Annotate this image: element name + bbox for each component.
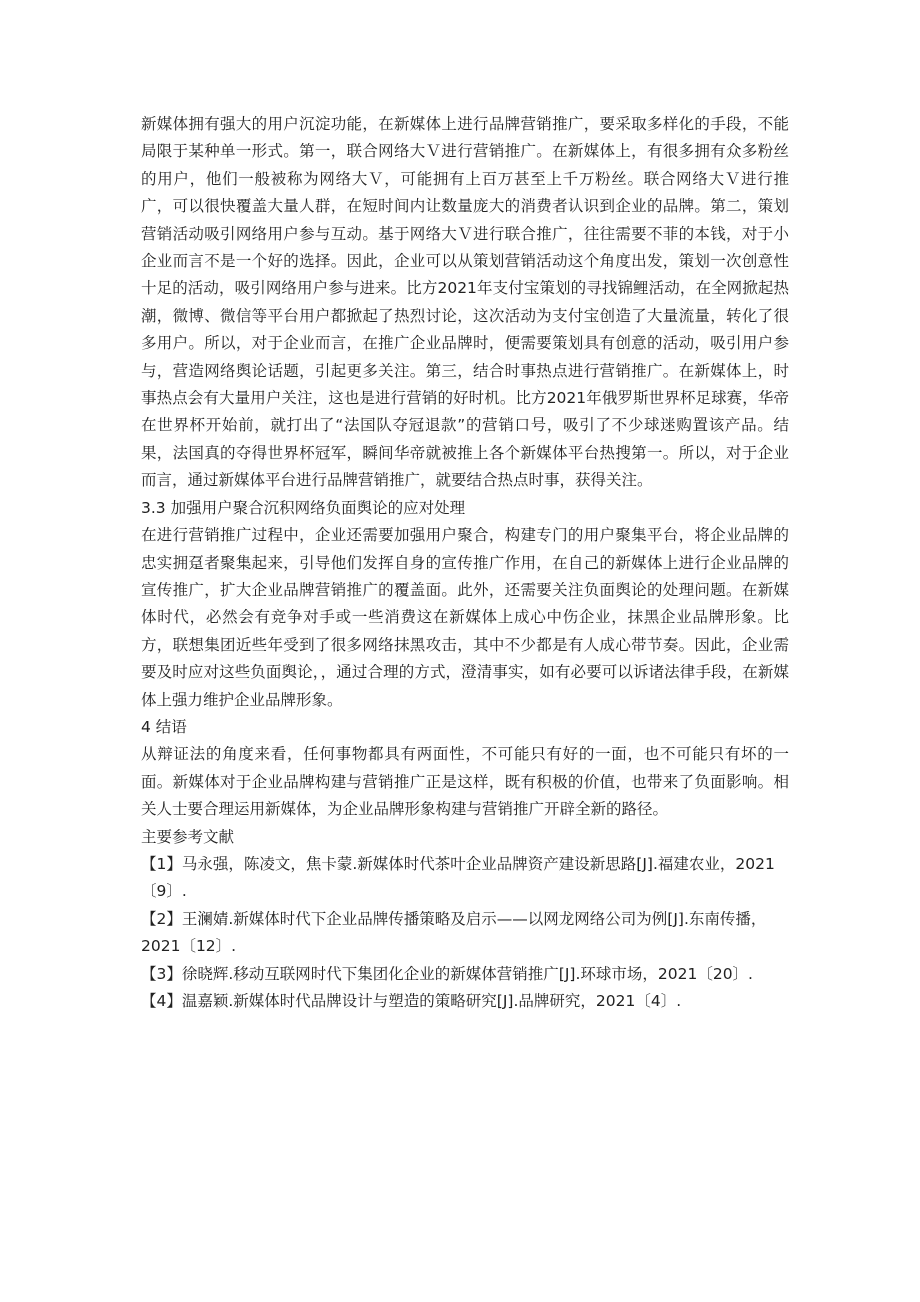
body-paragraph: 新媒体拥有强大的用户沉淀功能，在新媒体上进行品牌营销推广，要采取多样化的手段，不能局限于某种单一形式。第一，联合网络大Ｖ进行营销推广。在新媒体上，有很多拥有众多粉丝的用户，他们一般被称为网络大Ｖ，可能拥有上百万甚至上千万粉丝。联合网络大Ｖ进行推广，可以很快覆盖大量人群，在短时间内让数量庞大的消费者认识到企业的品牌。第二，策划营销活动吸引网络用户参与互动。基于网络大Ｖ进行联合推广，往往需要不菲的本钱，对于小企业而言不是一个好的选择。因此，企业可以从策划营销活动这个角度出发，策划一次创意性十足的活动，吸引网络用户参与进来。比方2021年支付宝策划的寻找锦鲤活动，在全网掀起热潮，微博、微信等平台用户都掀起了热烈讨论，这次活动为支付宝创造了大量流量，转化了很多用户。所以，对于企业而言，在推广企业品牌时，便需要策划具有创意的活动，吸引用户参与，营造网络舆论话题，引起更多关注。第三，结合时事热点进行营销推广。在新媒体上，时事热点会有大量用户关注，这也是进行营销的好时机。比方2021年俄罗斯世界杯足球赛，华帝在世界杯开始前，就打出了“法国队夺冠退款”的营销口号，吸引了不少球迷购置该产品。结果，法国真的夺得世界杯冠军，瞬间华帝就被推上各个新媒体平台热搜第一。所以，对于企业而言，通过新媒体平台进行品牌营销推广，就要结合热点时事，获得关注。 <box>141 115 789 490</box>
reference-item: 【1】马永强，陈凌文，焦卡蒙.新媒体时代茶叶企业品牌资产建设新思路[J].福建农业，2021〔9〕. <box>141 854 775 901</box>
reference-item: 【3】徐晓辉.移动互联网时代下集团化企业的新媒体营销推广[J].环球市场，2021〔20〕. <box>141 964 753 983</box>
references-heading: 主要参考文献 <box>141 827 235 846</box>
body-paragraph: 在进行营销推广过程中，企业还需要加强用户聚合，构建专门的用户聚集平台，将企业品牌的忠实拥趸者聚集起来，引导他们发挥自身的宣传推广作用，在自己的新媒体上进行企业品牌的宣传推广，扩大企业品牌营销推广的覆盖面。此外，还需要关注负面舆论的处理问题。在新媒体时代，必然会有竞争对手或一些消费这在新媒体上成心中伤企业，抹黑企业品牌形象。比方，联想集团近些年受到了很多网络抹黑攻击，其中不少都是有人成心带节奏。因此，企业需要及时应对这些负面舆论，，通过合理的方式，澄清事实，如有必要可以诉诸法律手段，在新媒体上强力维护企业品牌形象。 <box>141 526 789 709</box>
section-heading-3-3: 3.3 加强用户聚合沉积网络负面舆论的应对处理 <box>141 498 466 517</box>
body-paragraph: 从辩证法的角度来看，任何事物都具有两面性，不可能只有好的一面，也不可能只有坏的一面。新媒体对于企业品牌构建与营销推广正是这样，既有积极的价值，也带来了负面影响。相关人士要合理运用新媒体，为企业品牌形象构建与营销推广开辟全新的路径。 <box>141 745 789 819</box>
reference-item: 【2】王澜婧.新媒体时代下企业品牌传播策略及启示——以网龙网络公司为例[J].东南传播，2021〔12〕. <box>141 909 767 956</box>
reference-item: 【4】温嘉颖.新媒体时代品牌设计与塑造的策略研究[J].品牌研究，2021〔4〕. <box>141 992 682 1010</box>
section-heading-4: 4 结语 <box>141 717 187 736</box>
references-list <box>141 851 789 1015</box>
article-body <box>141 111 789 1015</box>
